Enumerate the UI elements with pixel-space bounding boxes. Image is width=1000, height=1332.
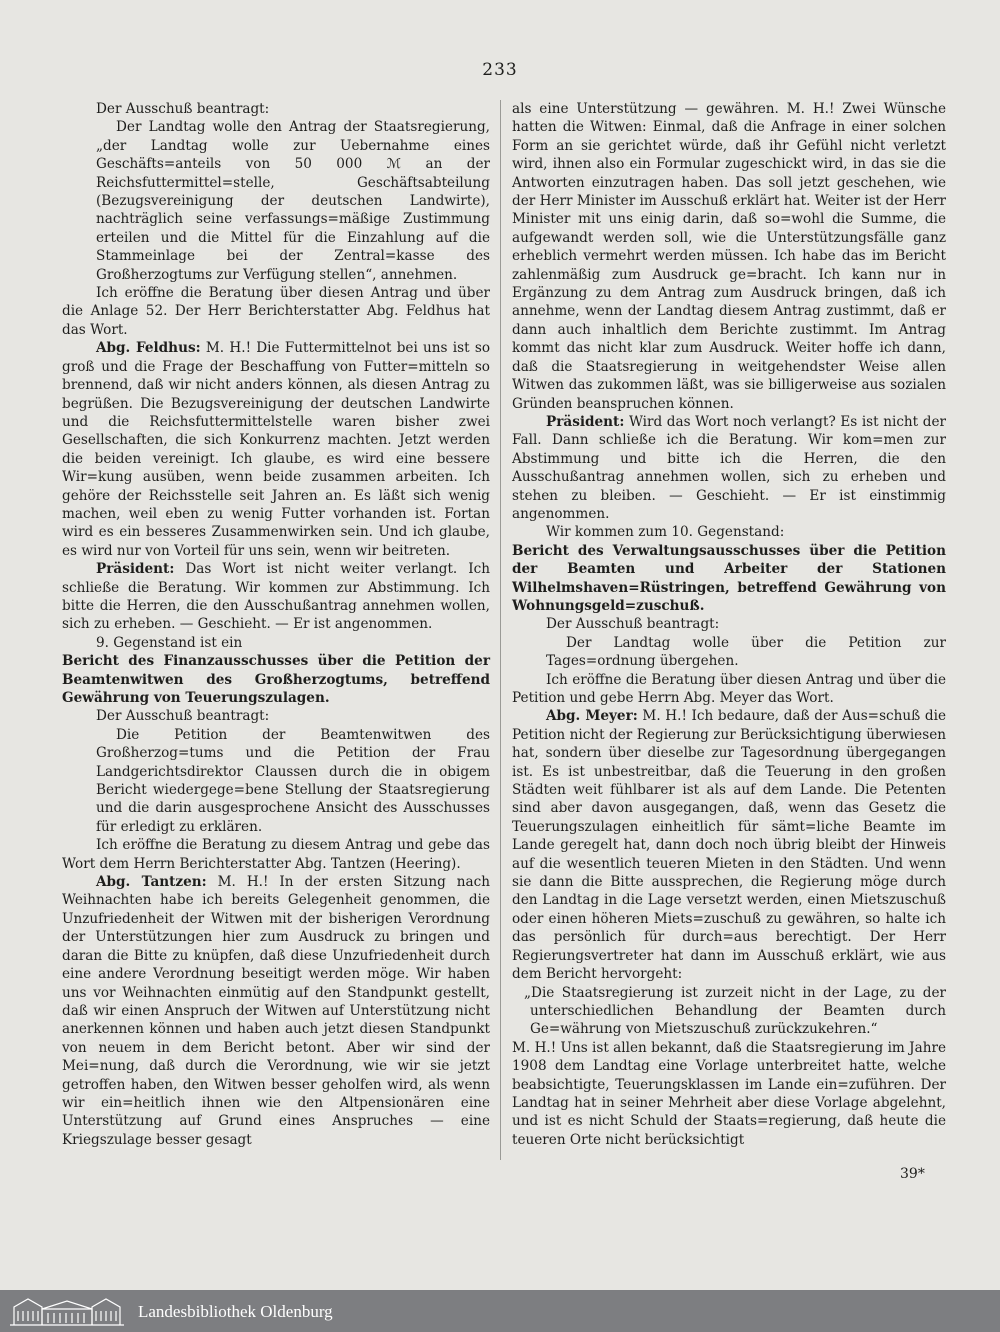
speech-tantzen: Abg. Tantzen: M. H.! In der ersten Sitzung nach Weihnachten habe ich bereits Gelegenheit genommen, die Unzufriedenheit der Witwen mit der bisherigen Verordnung der Unterstützungen hier zum Ausdruck zu bringen und daran die Bitte zu knüpfen, daß diese Unzufriedenheit durch eine andere Verordnung beseitigt werden möge. Wir haben uns vor Weihnachten einmütig auf den Standpunkt gestellt, daß wir einen Anspruch der Witwen auf Unterstützung nicht anerkennen können und haben auch jetzt diesen Standpunkt von neuem in dem Bericht betont. Aber wir sind der Mei=nung, daß durch die Verordnung, wie wir sie jetzt getroffen haben, den Witwen besser geholfen wird, als wenn wir ein=heitlich ihnen wie den Altpensionären eine Unterstützung auf Grund eines Anspruches — eine Kriegszulage besser gesagt: [62, 874, 491, 1148]
right-column: [512, 100, 946, 1149]
speaker-name: Abg. Tantzen:: [96, 874, 207, 891]
speech-feldhus: Abg. Feldhus: M. H.! Die Futtermittelnot bei uns ist so groß und die Frage der Beschaffung von Futter=mitteln so brennend, daß wir nicht anders können, als diesen Antrag zu begrüßen. Die Bezugsvereinigung der deutschen Landwirte und die Reichsfuttermittelstelle waren bisher zwei Gesellschaften, die sich Konkurrenz machten. Jetzt werden die beiden vereinigt. Ich glaube, es wird eine bessere Wir=kung ausüben, wenn beide zusammen arbeiten. Ich gehöre der Reichsstelle seit Jahren an. Es läßt sich wenig machen, weil eben zu wenig Futter vorhanden ist. Fortan wird es ein besseres Zusammenwirken sein. Und ich glaube, es wird nur von Vorteil für uns sein, wenn wir beitreten.: [62, 340, 490, 559]
section-heading: Bericht des Finanzausschusses über die Petition der Beamtenwitwen des Großherzogtums, betreffend Gewährung von Teuerungszulagen.: [62, 653, 490, 706]
speaker-name: Präsident:: [546, 413, 625, 430]
section-heading: Bericht des Verwaltungsausschusses über die Petition der Beamten und Arbeiter der Stationen Wilhelmshaven=Rüstringen, betreffend Gewährung von Wohnungsgeld=zuschuß.: [512, 542, 946, 614]
paragraph: Der Ausschuß beantragt:: [546, 616, 720, 633]
motion-text: Der Landtag wolle den Antrag der Staatsregierung, „der Landtag wolle zur Uebernahme eines Geschäfts=anteils von 50 000 ℳ an der Reichsfuttermittel=stelle, Geschäftsabteilung (Bezugsvereinigung der deutschen Landwirte), nachträglich seine verfassungs=mäßige Zustimmung erteilen und die Mittel für die Einzahlung auf die Stammeinlage bei der Zentral=kasse des Großherzogtums zur Verfügung stellen“, annehmen.: [96, 119, 490, 283]
left-column: [62, 100, 490, 1149]
page-number: 233: [482, 60, 518, 80]
agenda-item: 9. Gegenstand ist ein: [96, 634, 243, 651]
library-building-icon: [8, 1295, 126, 1327]
paragraph: Der Ausschuß beantragt:: [96, 101, 270, 117]
paragraph: Ich eröffne die Beratung zu diesem Antrag und gebe das Wort dem Herrn Berichterstatter Abg. Tantzen (Heering).: [62, 837, 490, 872]
speaker-name: Abg. Meyer:: [546, 708, 638, 725]
paragraph: Ich eröffne die Beratung über diesen Antrag und über die Petition und gebe Herrn Abg. Meyer das Wort.: [512, 671, 946, 706]
paragraph: Der Ausschuß beantragt:: [96, 708, 270, 725]
speech-president: Präsident: Wird das Wort noch verlangt? Es ist nicht der Fall. Dann schließe ich die Beratung. Wir kom=men zur Abstimmung und bitte ich die Herren, die den Ausschußantrag annehmen wollen, sich zu erheben und stehen zu bleiben. — Geschieht. — Er ist einstimmig angenommen.: [512, 413, 946, 522]
library-name: Landesbibliothek Oldenburg: [138, 1302, 333, 1321]
motion-text: Die Petition der Beamtenwitwen des Großherzog=tums und die Petition der Frau Landgerichtsdirektor Claussen durch die in obigem Bericht wiedergege=bene Stellung der Staatsregierung und die darin ausgesprochene Ansicht des Ausschusses für erledigt zu erklären.: [96, 726, 490, 835]
quotation: „Die Staatsregierung ist zurzeit nicht in der Lage, zu der unterschiedlichen Behandlung der Beamten durch Ge=währung von Mietszuschuß zurückzukehren.“: [524, 984, 946, 1038]
paragraph: M. H.! Uns ist allen bekannt, daß die Staatsregierung im Jahre 1908 dem Landtag eine Vorlage unterbreitet hatte, welche beabsichtigte, Teuerungsklassen im Lande ein=zuführen. Der Landtag hat in seiner Mehrheit aber diese Vorlage abgelehnt, und ist es nicht Schuld der Staats=regierung, daß heute die teueren Orte nicht berücksichtigt: [512, 1039, 946, 1148]
sheet-signature: 39*: [900, 1166, 925, 1182]
column-divider: [500, 100, 501, 1160]
library-footer: [0, 1290, 1000, 1332]
motion-text: Der Landtag wolle über die Petition zur Tages=ordnung übergehen.: [546, 634, 946, 670]
speech-president: Präsident: Das Wort ist nicht weiter verlangt. Ich schließe die Beratung. Wir kommen zur Abstimmung. Ich bitte die Herren, die den Ausschußantrag annehmen wollen, sich zu erheben. — Geschieht. — Er ist angenommen.: [62, 561, 490, 633]
speaker-name: Präsident:: [96, 561, 175, 578]
agenda-item: Wir kommen zum 10. Gegenstand:: [546, 524, 785, 541]
speech-meyer: Abg. Meyer: M. H.! Ich bedaure, daß der Aus=schuß die Petition nicht der Regierung zur Berücksichtigung überwiesen hat, sondern über dieselbe zur Tagesordnung übergegangen ist. Es ist unbestreitbar, daß die Teuerung in den großen Städten weit fühlbarer ist als auf dem Lande. Die Petenten sind aber davon ausgegangen, daß, wenn das Gesetz die Teuerungszulagen einheitlich für sämt=liche Beamte im Lande geregelt hat, dann doch noch übrig bleibt der Hinweis auf die wesentlich teueren Mieten in den Städten. Und wenn sie dann die Bitte aussprechen, die Regierung möge durch den Landtag in die Lage versetzt werden, einen Mietszuschuß oder einen höheren Miets=zuschuß zu gewähren, so halte ich das persönlich für durch=aus berechtigt. Der Herr Regierungsvertreter hat dann im Ausschuß erklärt, wie aus dem Bericht hervorgeht:: [512, 708, 946, 983]
paragraph: Ich eröffne die Beratung über diesen Antrag und über die Anlage 52. Der Herr Berichterstatter Abg. Feldhus hat das Wort.: [62, 285, 490, 338]
paragraph: als eine Unterstützung — gewähren. M. H.! Zwei Wünsche hatten die Witwen: Einmal, daß die Anfrage in einer solchen Form an sie gerichtet würde, daß ihr Gefühl nicht verletzt wird, ihnen also ein Formular zugeschickt wird, in das sie die Antworten einzutragen haben. Das soll jetzt geschehen, wie der Herr Minister im Ausschuß erklärt hat. Weiter ist der Herr Minister mit uns einig darin, daß so=wohl die Summe, die aufgewandt werden soll, wie die Unterstützungsfälle ganz erheblich vermehrt werden müssen. Ich habe das im Bericht zahlenmäßig zum Ausdruck ge=bracht. Ich kann nur in Ergänzung zu dem Antrag zum Ausdruck bringen, daß ich annehme, wenn der Landtag diesem Antrag zustimmt, daß er dann auch inhaltlich dem Berichte zustimmt. Im Antrag kommt das nicht klar zum Ausdruck. Weiter hoffe ich dann, daß die Staatsregierung in weitgehendster Weise allen Witwen das zukommen läßt, was sie billigerweise aus sozialen Gründen beanspruchen können.: [512, 101, 946, 412]
speaker-name: Abg. Feldhus:: [96, 340, 201, 357]
